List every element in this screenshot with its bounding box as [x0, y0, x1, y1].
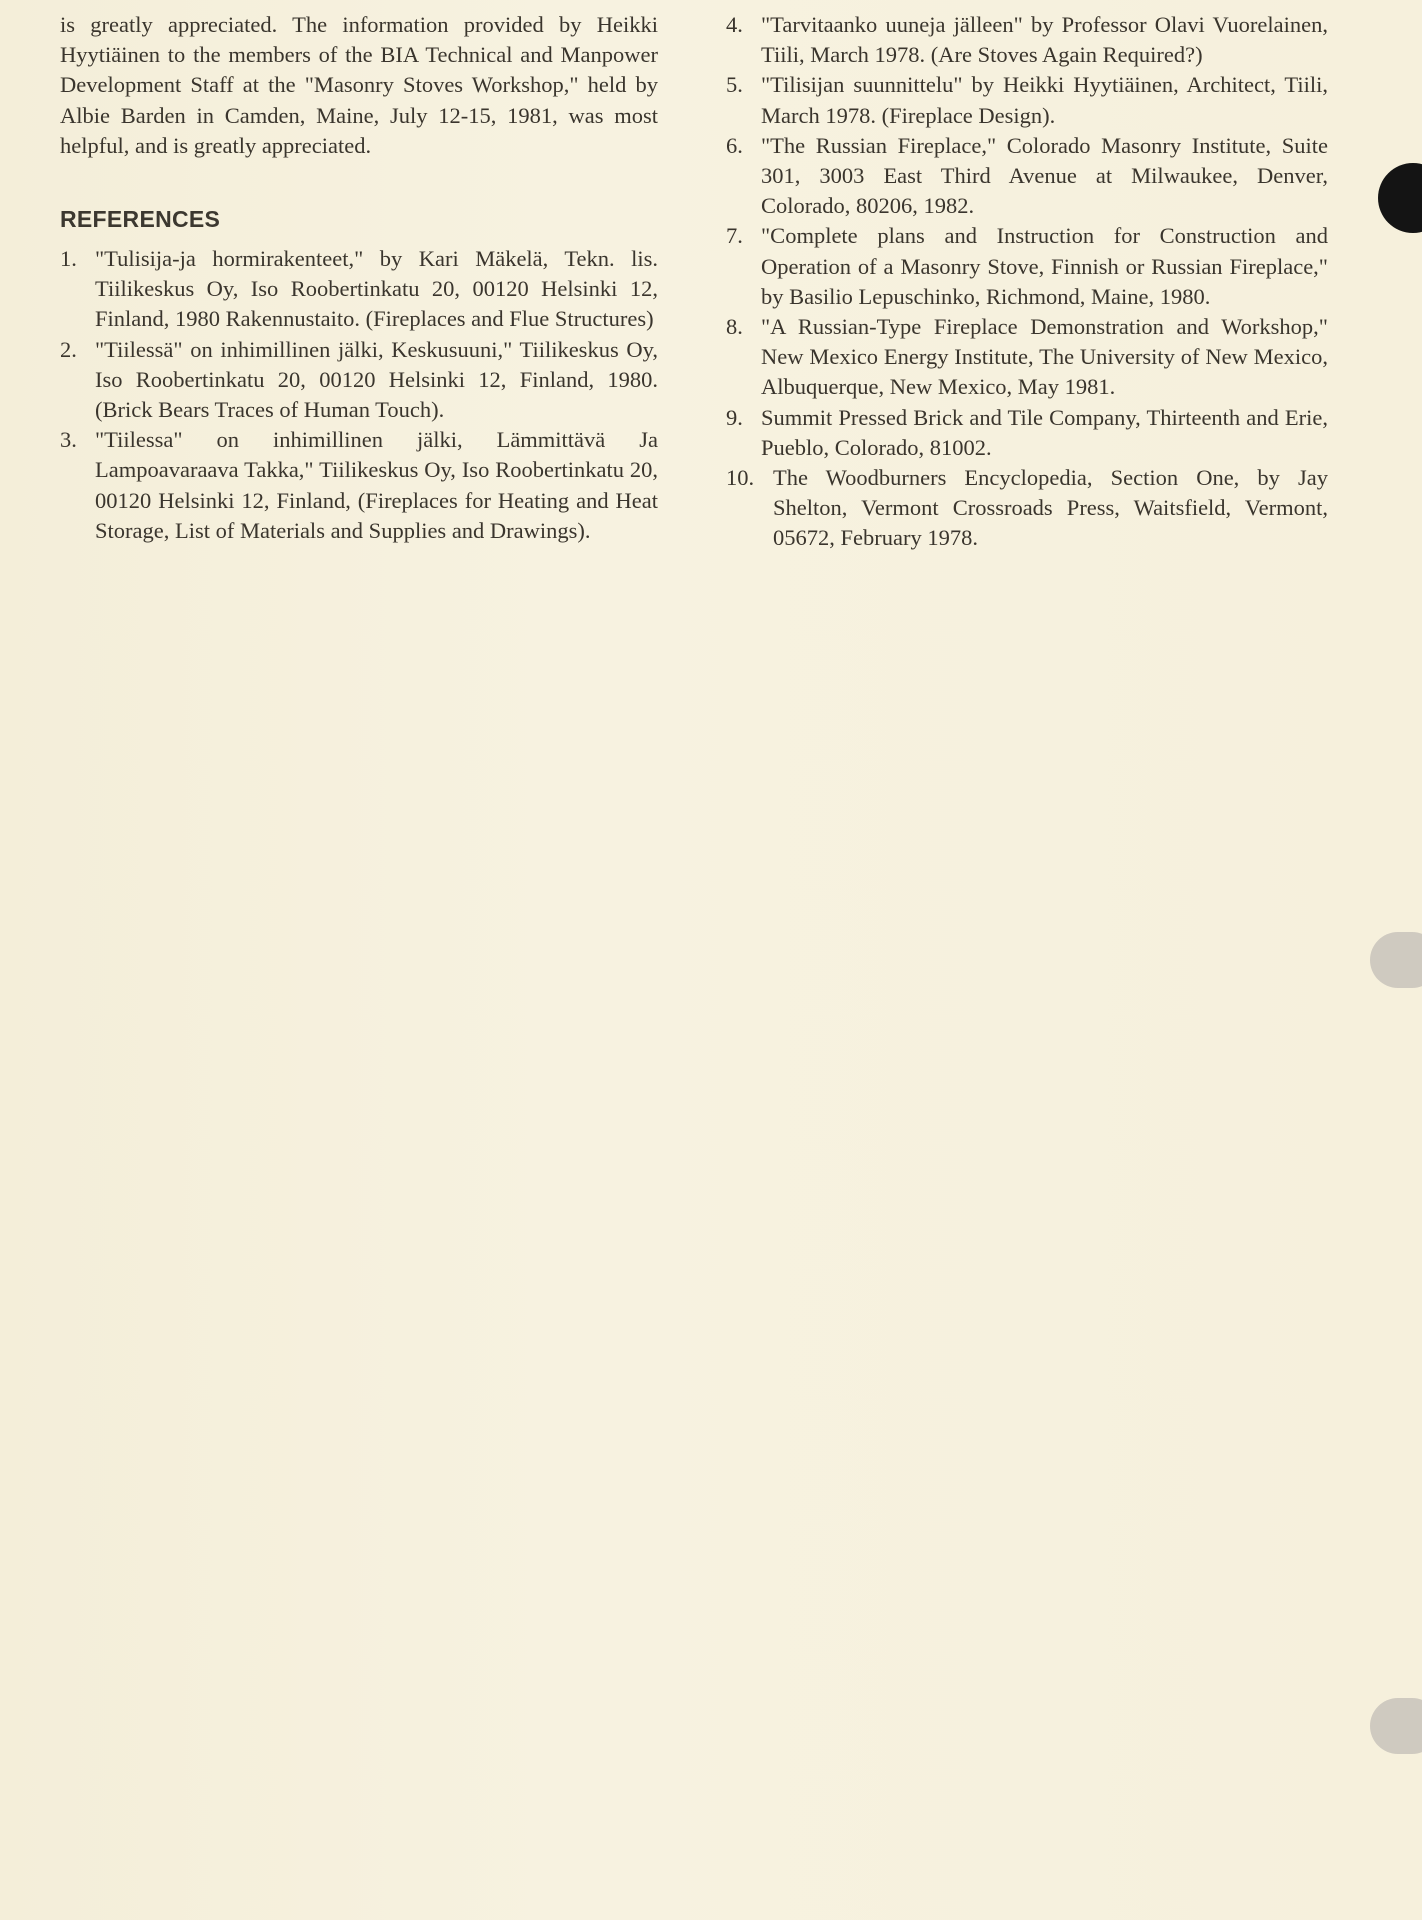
reference-text: "Complete plans and Instruction for Construction and Operation of a Masonry Stove, Finnish or Russian Fireplace," by Basilio Lepuschinko, Richmond, Maine, 1980.	[761, 223, 1328, 309]
reference-number: 6.	[726, 132, 743, 158]
reference-item-10	[726, 463, 1328, 554]
reference-text: "A Russian-Type Fireplace Demonstration and Workshop," New Mexico Energy Institute, The University of New Mexico, Albuquerque, New Mexico, May 1981.	[761, 314, 1328, 400]
reference-number: 3.	[60, 427, 77, 453]
reference-number: 1.	[60, 246, 77, 272]
reference-item-1	[60, 244, 658, 335]
reference-item-5	[726, 70, 1328, 130]
reference-number: 5.	[726, 72, 743, 98]
reference-item-4	[726, 10, 1328, 70]
right-column	[726, 10, 1328, 554]
reference-item-8	[726, 312, 1328, 403]
reference-item-7	[726, 221, 1328, 312]
reference-text: "Tulisija-ja hormirakenteet," by Kari Mäkelä, Tekn. lis. Tiilikeskus Oy, Iso Roobertinkatu 20, 00120 Helsinki 12, Finland, 1980 Rakennustaito. (Fireplaces and Flue Structures)	[95, 246, 658, 332]
reference-number: 9.	[726, 404, 743, 430]
intro-paragraph: is greatly appreciated. The information provided by Heikki Hyytiäinen to the members of the BIA Technical and Manpower Development Staff at the "Masonry Stoves Workshop," held by Albie Barden in Camden, Maine, July 12-15, 1981, was most helpful, and is greatly appreciated.	[60, 12, 658, 158]
reference-number: 8.	[726, 314, 743, 340]
reference-number: 10.	[726, 465, 755, 491]
reference-item-6	[726, 131, 1328, 222]
references-list-left	[60, 244, 658, 546]
reference-text: "The Russian Fireplace," Colorado Masonry Institute, Suite 301, 3003 East Third Avenue at Milwaukee, Denver, Colorado, 80206, 1982.	[761, 132, 1328, 219]
reference-number: 2.	[60, 336, 77, 362]
reference-text: "Tilisijan suunnittelu" by Heikki Hyytiäinen, Architect, Tiili, March 1978. (Fireplace Design).	[761, 72, 1328, 128]
reference-text: "Tarvitaanko uuneja jälleen" by Professor Olavi Vuorelainen, Tiili, March 1978. (Are Stoves Again Required?)	[761, 12, 1328, 68]
reference-item-9	[726, 403, 1328, 463]
reference-text: Summit Pressed Brick and Tile Company, Thirteenth and Erie, Pueblo, Colorado, 81002.	[761, 404, 1328, 460]
left-column	[60, 10, 658, 546]
reference-text: "Tiilessa" on inhimillinen jälki, Lämmittävä Ja Lampoavaraava Takka," Tiilikeskus Oy, Iso Roobertinkatu 20, 00120 Helsinki 12, Finland, (Fireplaces for Heating and Heat Storage, List of Materials and Supplies and Drawings).	[95, 427, 658, 543]
binder-tab-upper	[1370, 932, 1422, 988]
reference-text: "Tiilessä" on inhimillinen jälki, Keskusuuni," Tiilikeskus Oy, Iso Roobertinkatu 20, 00120 Helsinki 12, Finland, 1980. (Brick Bears Traces of Human Touch).	[95, 336, 658, 423]
reference-number: 4.	[726, 12, 743, 37]
reference-item-3	[60, 425, 658, 546]
reference-number: 7.	[726, 223, 743, 249]
binder-tab-lower	[1370, 1698, 1422, 1754]
binder-hole	[1378, 163, 1422, 233]
references-heading: REFERENCES	[60, 206, 221, 233]
reference-item-2	[60, 335, 658, 426]
references-list-right	[726, 10, 1328, 554]
reference-text: The Woodburners Encyclopedia, Section One, by Jay Shelton, Vermont Crossroads Press, Waitsfield, Vermont, 05672, February 1978.	[773, 465, 1328, 551]
